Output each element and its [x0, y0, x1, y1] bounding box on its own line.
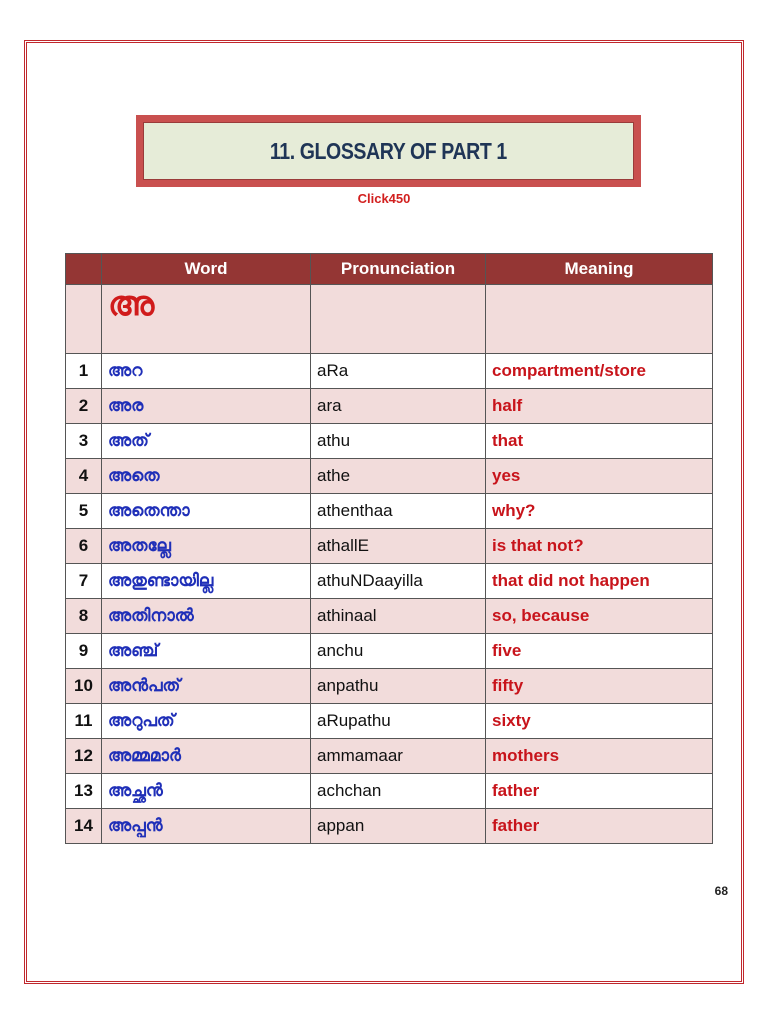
- table-header-row: [66, 254, 713, 285]
- row-number: 11: [66, 704, 102, 739]
- row-number: 10: [66, 669, 102, 704]
- row-pronunciation: athenthaa: [311, 494, 486, 529]
- row-number: 8: [66, 599, 102, 634]
- row-meaning: is that not?: [486, 529, 713, 564]
- header-number: [66, 254, 102, 285]
- row-pronunciation: ara: [311, 389, 486, 424]
- letter-section-row: [66, 285, 713, 354]
- page-title: 11. GLOSSARY OF PART 1: [270, 137, 507, 164]
- row-number: 7: [66, 564, 102, 599]
- row-meaning: father: [486, 774, 713, 809]
- table-row: [66, 564, 713, 599]
- row-number: 2: [66, 389, 102, 424]
- row-word: അച്ഛൻ: [102, 774, 311, 809]
- row-word: അഞ്ച്: [102, 634, 311, 669]
- table-row: [66, 389, 713, 424]
- table-row: [66, 529, 713, 564]
- row-pronunciation: anpathu: [311, 669, 486, 704]
- row-number: 9: [66, 634, 102, 669]
- row-meaning: five: [486, 634, 713, 669]
- row-meaning: that did not happen: [486, 564, 713, 599]
- row-number: 4: [66, 459, 102, 494]
- row-pronunciation: appan: [311, 809, 486, 844]
- table-row: [66, 669, 713, 704]
- subtitle-link[interactable]: Click450: [357, 191, 411, 206]
- row-number: 6: [66, 529, 102, 564]
- row-word: അതെന്താ: [102, 494, 311, 529]
- row-meaning: why?: [486, 494, 713, 529]
- row-pronunciation: anchu: [311, 634, 486, 669]
- header-word: Word: [102, 254, 311, 285]
- row-word: അപ്പൻ: [102, 809, 311, 844]
- header-pronunciation: Pronunciation: [311, 254, 486, 285]
- row-meaning: compartment/store: [486, 354, 713, 389]
- row-meaning: that: [486, 424, 713, 459]
- table-row: [66, 809, 713, 844]
- row-meaning: so, because: [486, 599, 713, 634]
- row-meaning: sixty: [486, 704, 713, 739]
- table-row: [66, 459, 713, 494]
- row-word: അതിനാൽ: [102, 599, 311, 634]
- row-meaning: fifty: [486, 669, 713, 704]
- row-pronunciation: athe: [311, 459, 486, 494]
- row-number: 12: [66, 739, 102, 774]
- row-meaning: yes: [486, 459, 713, 494]
- row-meaning: half: [486, 389, 713, 424]
- table-row: [66, 634, 713, 669]
- table-row: [66, 354, 713, 389]
- row-word: അര: [102, 389, 311, 424]
- page-number: 68: [714, 884, 728, 898]
- row-number: 1: [66, 354, 102, 389]
- row-word: അറുപത്: [102, 704, 311, 739]
- row-pronunciation: athuNDaayilla: [311, 564, 486, 599]
- row-word: അത്: [102, 424, 311, 459]
- row-number: 3: [66, 424, 102, 459]
- row-word: അതെ: [102, 459, 311, 494]
- row-meaning: mothers: [486, 739, 713, 774]
- letter-row-number: [66, 285, 102, 354]
- row-word: അമ്മമാർ: [102, 739, 311, 774]
- row-pronunciation: athallE: [311, 529, 486, 564]
- row-pronunciation: athinaal: [311, 599, 486, 634]
- table-row: [66, 774, 713, 809]
- row-word: അതല്ലേ: [102, 529, 311, 564]
- row-pronunciation: achchan: [311, 774, 486, 809]
- title-banner: [136, 115, 641, 187]
- row-pronunciation: athu: [311, 424, 486, 459]
- letter-row-pronunciation: [311, 285, 486, 354]
- row-pronunciation: aRa: [311, 354, 486, 389]
- row-number: 13: [66, 774, 102, 809]
- row-word: അതുണ്ടായില്ല: [102, 564, 311, 599]
- table-row: [66, 599, 713, 634]
- table-row: [66, 739, 713, 774]
- row-word: അറ: [102, 354, 311, 389]
- row-pronunciation: aRupathu: [311, 704, 486, 739]
- header-meaning: Meaning: [486, 254, 713, 285]
- row-number: 14: [66, 809, 102, 844]
- letter-row-meaning: [486, 285, 713, 354]
- table-row: [66, 704, 713, 739]
- row-meaning: father: [486, 809, 713, 844]
- glossary-table: [65, 253, 713, 844]
- section-letter: അ: [102, 285, 311, 354]
- row-word: അൻപത്: [102, 669, 311, 704]
- table-row: [66, 424, 713, 459]
- table-row: [66, 494, 713, 529]
- row-pronunciation: ammamaar: [311, 739, 486, 774]
- row-number: 5: [66, 494, 102, 529]
- title-banner-inner: [143, 122, 634, 180]
